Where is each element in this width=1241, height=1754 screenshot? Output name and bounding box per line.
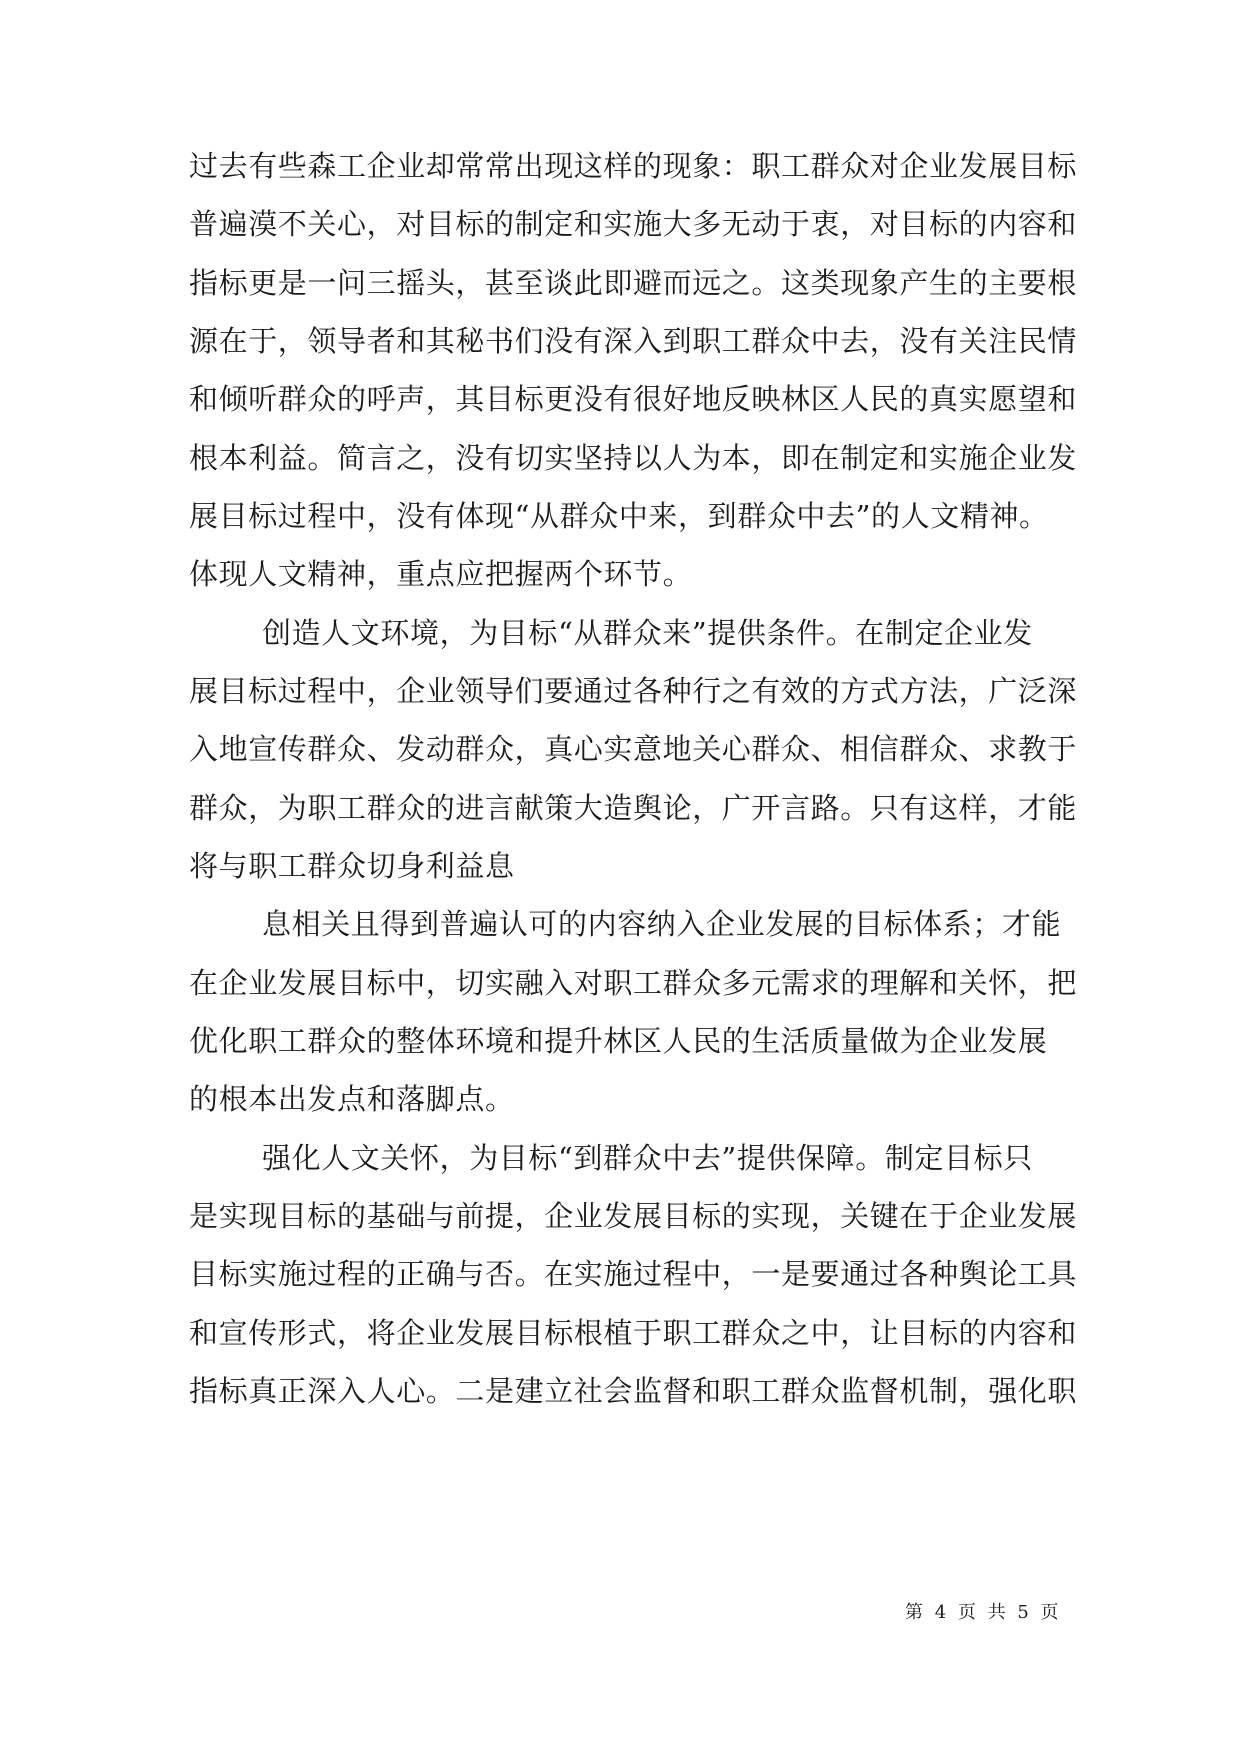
text-line: 展目标过程中，没有体现“从群众中来，到群众中去”的人文精神。 bbox=[189, 499, 1049, 533]
text-line: 和宣传形式，将企业发展目标根植于职工群众之中，让目标的内容和 bbox=[189, 1316, 1078, 1350]
text-line: 是实现目标的基础与前提，企业发展目标的实现，关键在于企业发展 bbox=[189, 1199, 1078, 1233]
paragraph-first-line: 息相关且得到普遍认可的内容纳入企业发展的目标体系；才能 bbox=[262, 907, 1062, 941]
text-line: 根本利益。简言之，没有切实坚持以人为本，即在制定和实施企业发 bbox=[189, 441, 1078, 475]
text-line: 将与职工群众切身利益息 bbox=[189, 849, 515, 883]
text-line: 的根本出发点和落脚点。 bbox=[189, 1082, 515, 1116]
text-line: 过去有些森工企业却常常出现这样的现象：职工群众对企业发展目标 bbox=[189, 149, 1078, 183]
paragraph-first-line: 创造人文环境，为目标“从群众来”提供条件。在制定企业发 bbox=[262, 616, 1033, 650]
text-line: 普遍漠不关心，对目标的制定和实施大多无动于衷，对目标的内容和 bbox=[189, 207, 1078, 241]
text-line: 指标真正深入人心。二是建立社会监督和职工群众监督机制，强化职 bbox=[189, 1374, 1078, 1408]
text-line: 群众，为职工群众的进言献策大造舆论，广开言路。只有这样，才能 bbox=[189, 791, 1078, 825]
text-line: 和倾听群众的呼声，其目标更没有很好地反映林区人民的真实愿望和 bbox=[189, 382, 1078, 416]
text-line: 在企业发展目标中，切实融入对职工群众多元需求的理解和关怀，把 bbox=[189, 966, 1078, 1000]
text-line: 源在于，领导者和其秘书们没有深入到职工群众中去，没有关注民情 bbox=[189, 324, 1078, 358]
text-line: 展目标过程中，企业领导们要通过各种行之有效的方式方法，广泛深 bbox=[189, 674, 1078, 708]
text-line: 目标实施过程的正确与否。在实施过程中，一是要通过各种舆论工具 bbox=[189, 1257, 1078, 1291]
text-line: 体现人文精神，重点应把握两个环节。 bbox=[189, 557, 693, 591]
paragraph-first-line: 强化人文关怀，为目标“到群众中去”提供保障。制定目标只 bbox=[262, 1141, 1033, 1175]
text-line: 指标更是一问三摇头，甚至谈此即避而远之。这类现象产生的主要根 bbox=[189, 266, 1078, 300]
text-line: 入地宣传群众、发动群众，真心实意地关心群众、相信群众、求教于 bbox=[189, 732, 1078, 766]
text-line: 优化职工群众的整体环境和提升林区人民的生活质量做为企业发展 bbox=[189, 1024, 1048, 1058]
page-number-footer: 第 4 页 共 5 页 bbox=[905, 1602, 1062, 1623]
